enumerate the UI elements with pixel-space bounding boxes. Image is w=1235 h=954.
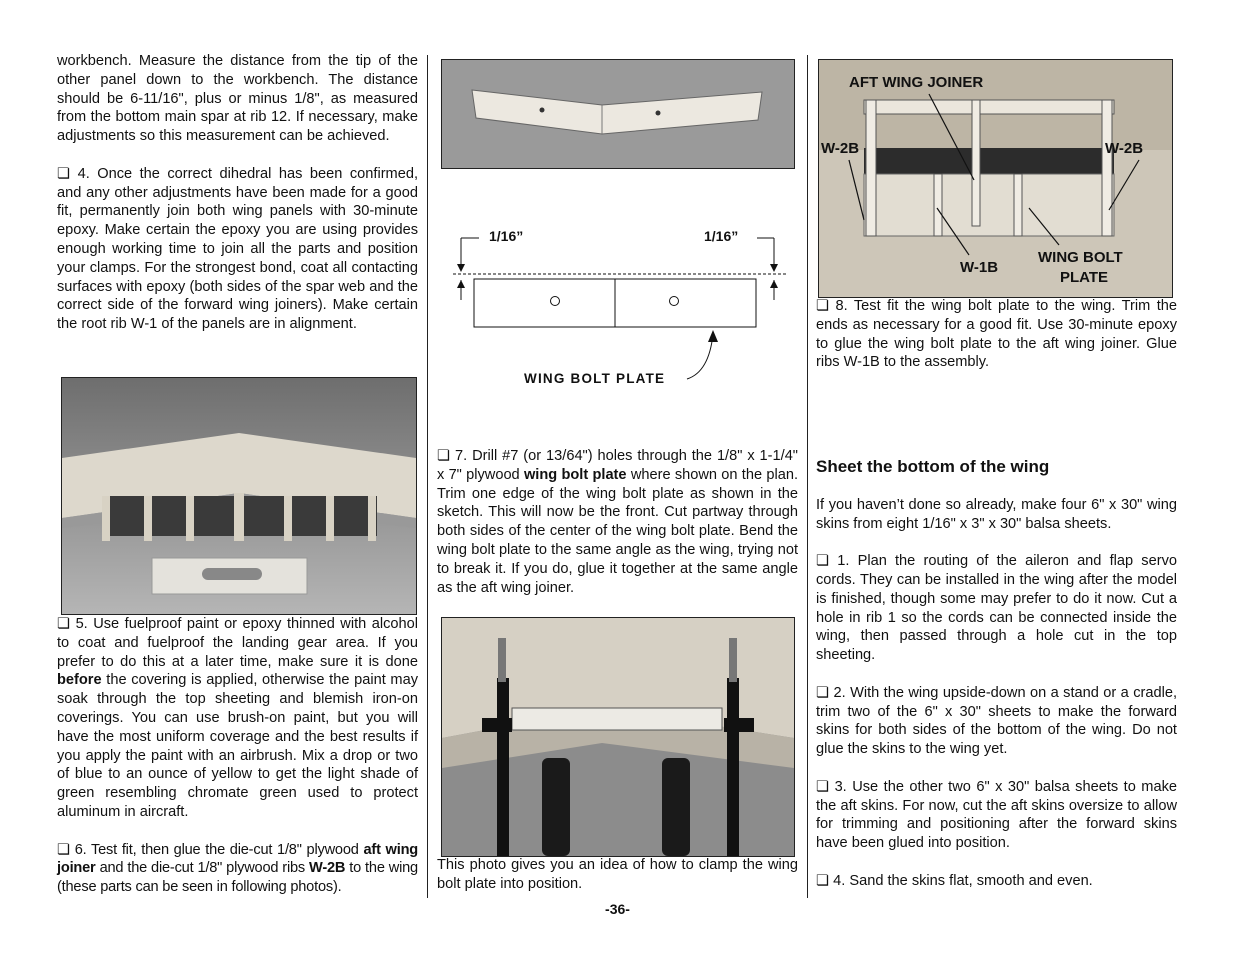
- column-1-lower: [57, 615, 418, 916]
- column-3-text: [816, 297, 1177, 391]
- column-1: [57, 52, 418, 353]
- column-3-section: [816, 458, 1177, 909]
- column-2-text: [437, 447, 798, 616]
- wing-bolt-plate-sketch: [447, 222, 797, 392]
- sheet-intro-paragraph: If you haven’t done so already, make four 6" x 30" wing skins from eight 1/16" x 3" x 30" balsa sheets.: [816, 496, 1177, 532]
- w2b-left-label: W-2B: [821, 140, 860, 157]
- plate-label: PLATE: [1060, 269, 1109, 286]
- wing-bolt-plate-label: WING BOLT PLATE: [524, 371, 666, 386]
- step-7-paragraph: ❏ 7. Drill #7 (or 13/64") holes through the 1/8" x 1-1/4" x 7" plywood wing bolt plate where shown on the plan. Trim one edge of the wing bolt plate as shown in the sketch. This will now be the front. Cut partway through both sides of the center of the wing bolt plate. Bend the wing bolt plate to the same angle as the wing, trying not to break it. If you do, glue it together at the same angle as the aft wing joiner.: [437, 448, 798, 596]
- sheet-step-3-paragraph: ❏ 3. Use the other two 6" x 30" balsa sheets to make the aft skins. For now, cut the aft skins oversize to allow for trimming and positioning after the forward skins have been glued into position.: [816, 778, 1177, 852]
- w1b-label: W-1B: [960, 259, 999, 276]
- sketch-diagram: [447, 222, 797, 392]
- column-divider-left: [427, 55, 428, 898]
- step-4-paragraph: ❏ 4. Once the correct dihedral has been confirmed, and any other adjustments have been made for a good fit, permanently join both wing panels with 30-minute epoxy. Make certain the epoxy you are using provides enough working time to join all the parts and position your clamps. For the strongest bond, coat all contacting surfaces with epoxy (both sides of the spar web and the correct side of the forward wing joiners). Make certain the root rib W-1 of the panels are in alignment.: [57, 165, 418, 333]
- page-number: -36-: [605, 901, 630, 917]
- w2b-right-label: W-2B: [1105, 140, 1144, 157]
- clamp-photo-caption: This photo gives you an idea of how to clamp the wing bolt plate into position.: [437, 857, 798, 892]
- step-5-paragraph: ❏ 5. Use fuelproof paint or epoxy thinned with alcohol to coat and fuelproof the landing gear area. If you prefer to do this at a later time, make sure it is done before the covering is applied, otherwise the paint may soak through the top sheeting and blemish iron-on coverings. You can use brush-on paint, but you will have the most uniform coverage and the best results if you apply the paint with an airbrush. Mix a drop or two of blue to an ounce of yellow to get the light shade of green resembling chromate green used to protect aluminum in aircraft.: [57, 616, 418, 820]
- wing-center-image: [62, 378, 416, 614]
- sheet-step-4-paragraph: ❏ 4. Sand the skins flat, smooth and even.: [816, 872, 1093, 889]
- sheet-step-2-paragraph: ❏ 2. With the wing upside-down on a stand or a cradle, trim two of the 6" x 30" sheets to make the forward skins for both sides of the bottom of the wing. Do not glue the skins to the wing yet.: [816, 684, 1177, 758]
- section-heading: Sheet the bottom of the wing: [816, 457, 1050, 476]
- aft-wing-joiner-label: AFT WING JOINER: [849, 74, 984, 91]
- bent-plate-image: [442, 60, 794, 168]
- clamp-photo: [441, 617, 795, 857]
- step-6-paragraph: ❏ 6. Test fit, then glue the die-cut 1/8" plywood aft wing joiner and the die-cut 1/8" plywood ribs W-2B to the wing (these parts can be seen in following photos).: [57, 841, 418, 896]
- dimension-right-label: 1/16”: [704, 228, 739, 244]
- sheet-step-1-paragraph: ❏ 1. Plan the routing of the aileron and flap servo cords. They can be installed in the wing after the model is finished, though some may prefer to do it now. Cut a hole in rib 1 so the cords can be connected inside the wing, then passed through a hole cut in the top sheeting.: [816, 553, 1177, 664]
- wing-bolt-plate-photo: [441, 59, 795, 169]
- dimension-left-label: 1/16”: [489, 228, 524, 244]
- aft-wing-joiner-photo: [818, 59, 1173, 298]
- clamp-image: [442, 618, 794, 856]
- wing-center-photo: [61, 377, 417, 615]
- step-8-paragraph: ❏ 8. Test fit the wing bolt plate to the wing. Trim the ends as necessary for a good fit. Use 30-minute epoxy to glue the wing bolt plate to the aft wing joiner. Glue ribs W-1B to the assembly.: [816, 298, 1177, 371]
- column-divider-right: [807, 55, 808, 898]
- wing-bolt-label: WING BOLT: [1038, 249, 1123, 266]
- paragraph-intro: workbench. Measure the distance from the tip of the other panel down to the workbench. The distance should be 6-11/16", plus or minus 1/8", as measured from the bottom main spar at rib 12. If necessary, make adjustments so this measurement can be achieved.: [57, 53, 418, 145]
